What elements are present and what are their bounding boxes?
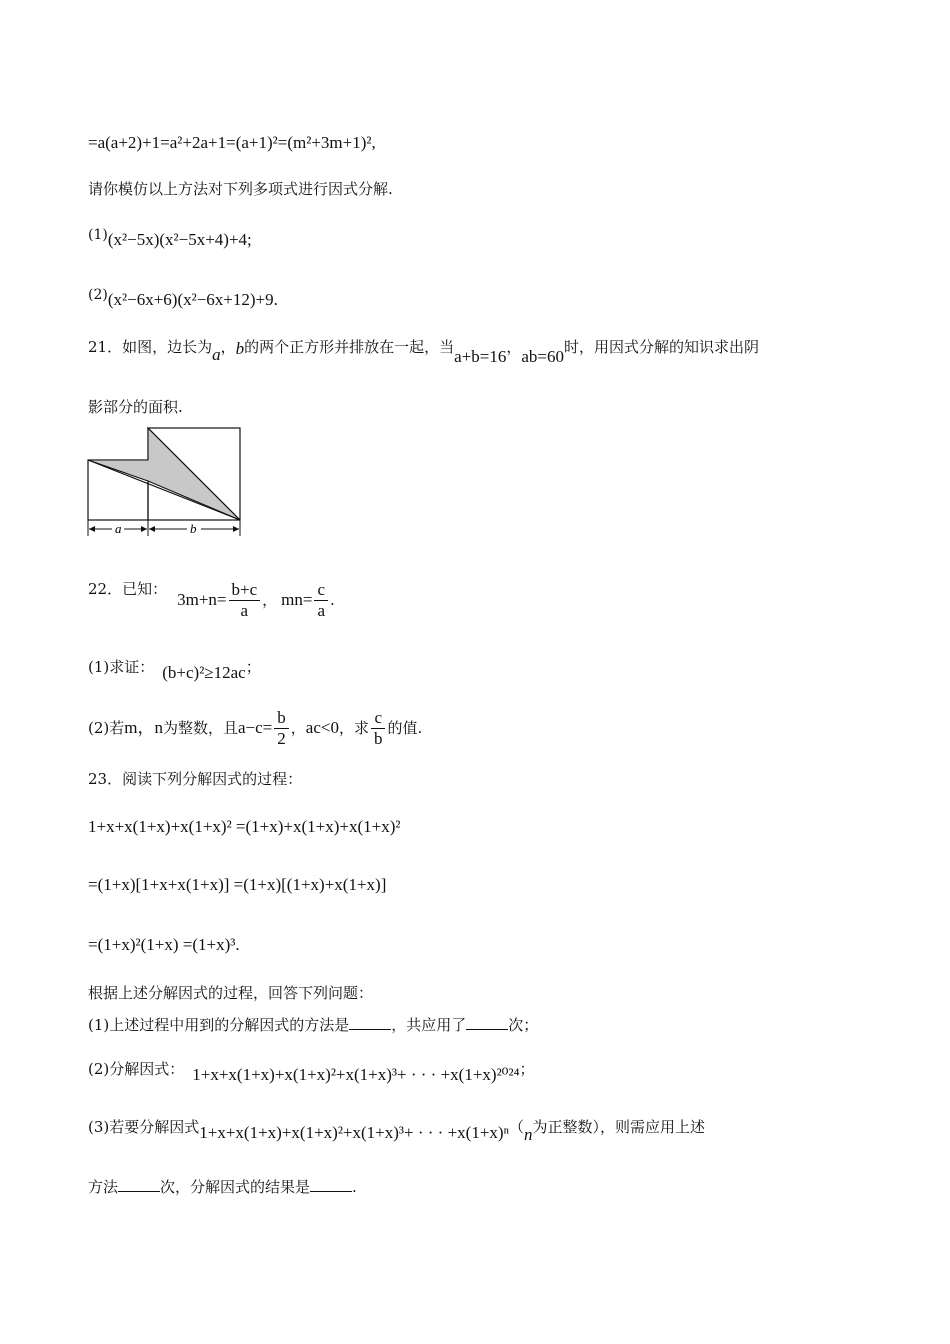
q22-part2-text3: 的值. bbox=[387, 719, 423, 737]
q22-part2-text2: ，求 bbox=[338, 719, 369, 737]
q23-part2-end: ； bbox=[519, 1060, 535, 1078]
q20-part1-label: (1) bbox=[88, 227, 108, 243]
q22-eq1-left: 3m+n= bbox=[177, 590, 227, 609]
q22-part2-target-fraction: $\frac{c}{b}$ bbox=[371, 708, 386, 749]
q22-part2-vars: m，n bbox=[124, 718, 163, 737]
q22-part2-sep: ， bbox=[290, 719, 306, 737]
two-squares-figure bbox=[84, 424, 248, 546]
q20-part2 bbox=[88, 284, 278, 311]
q21-var-b: b bbox=[235, 339, 245, 358]
q23-part3-blank-result[interactable] bbox=[310, 1177, 352, 1192]
q22-eq2-fraction: $\frac{c}{a}$ bbox=[314, 580, 328, 621]
q22-end: . bbox=[330, 591, 335, 609]
q21-comma: ， bbox=[506, 338, 522, 356]
q22-part1 bbox=[88, 656, 261, 682]
q22-part2-fraction: $\frac{b}{2}$ bbox=[274, 708, 289, 749]
q23-part3-blank-count[interactable] bbox=[118, 1177, 160, 1192]
instruction-text: 请你模仿以上方法对下列多项式进行因式分解. bbox=[88, 180, 393, 198]
q23-part3-text: 为正整数），则需应用上述 bbox=[532, 1118, 705, 1136]
formula-continuation: =a(a+2)+1=a²+2a+1=(a+1)²=(m²+3m+1)², bbox=[88, 133, 376, 152]
q23-part1-blank-method[interactable] bbox=[349, 1015, 391, 1030]
q22-line1 bbox=[88, 578, 335, 622]
q23-part3-line2-b: 次，分解因式的结果是 bbox=[160, 1178, 311, 1196]
q22-part2-condition: ac<0 bbox=[305, 718, 339, 737]
q23-part1-text-a: (1)上述过程中用到的分解因式的方法是 bbox=[88, 1016, 350, 1034]
q23-part1-text-c: 次； bbox=[508, 1016, 539, 1034]
q22-sep: ， bbox=[262, 591, 278, 609]
q23-part2-label: (2)分解因式： bbox=[88, 1060, 185, 1078]
arrow-a-left bbox=[89, 526, 95, 532]
q21-line1 bbox=[88, 336, 760, 366]
q23-title: 23．阅读下列分解因式的过程： bbox=[88, 770, 303, 788]
q22-part2 bbox=[88, 706, 422, 750]
q22-part1-end: ； bbox=[245, 658, 261, 676]
q23-part2 bbox=[88, 1058, 535, 1084]
q23-part3-line2 bbox=[88, 1176, 357, 1198]
q23-part2-expr: 1+x+x(1+x)+x(1+x)²+x(1+x)³+ · · · +x(1+x)²⁰²⁴ bbox=[192, 1065, 520, 1084]
q23-part3-line2-c: . bbox=[352, 1178, 357, 1196]
arrow-a-right bbox=[141, 526, 147, 532]
q20-part1-expr: (x²−5x)(x²−5x+4)+4; bbox=[107, 230, 252, 249]
q22-prefix: 22．已知： bbox=[88, 580, 168, 598]
q23-part3-label: (3)若要分解因式 bbox=[88, 1118, 200, 1136]
q20-part2-label: (2) bbox=[88, 287, 108, 303]
q22-part2-text1: 为整数，且 bbox=[162, 719, 238, 737]
q22-eq2-left: mn= bbox=[281, 590, 313, 609]
q23-prompt: 根据上述分解因式的过程，回答下列问题： bbox=[88, 984, 374, 1002]
q20-part2-expr: (x²−6x+6)(x²−6x+12)+9. bbox=[107, 290, 278, 309]
q23-part1 bbox=[88, 1014, 538, 1036]
arrow-b-left bbox=[149, 526, 155, 532]
q22-part2-label: (2)若 bbox=[88, 719, 125, 737]
q21-line2: 影部分的面积. bbox=[88, 398, 183, 416]
q23-part3-line1 bbox=[88, 1116, 705, 1144]
q21-condition-sum: a+b=16 bbox=[454, 347, 507, 366]
q22-part1-expr: (b+c)²≥12ac bbox=[162, 663, 246, 682]
dim-label-a: a bbox=[115, 521, 122, 536]
q23-step2: =(1+x)[1+x+x(1+x)] =(1+x)[(1+x)+x(1+x)] bbox=[88, 875, 387, 894]
q23-part3-line2-a: 方法 bbox=[88, 1178, 119, 1196]
q23-step1: 1+x+x(1+x)+x(1+x)² =(1+x)+x(1+x)+x(1+x)² bbox=[88, 817, 401, 836]
dim-label-b: b bbox=[190, 521, 197, 536]
q23-part3-n: n bbox=[523, 1125, 533, 1144]
q23-step3: =(1+x)²(1+x) =(1+x)³. bbox=[88, 935, 240, 954]
q22-part2-eq-left: a−c= bbox=[238, 718, 273, 737]
q21-suffix: 时，用因式分解的知识求出阴 bbox=[564, 338, 760, 356]
q21-mid: 的两个正方形并排放在一起，当 bbox=[244, 338, 455, 356]
q23-part1-text-b: ，共应用了 bbox=[391, 1016, 467, 1034]
q22-eq1-fraction: $\frac{b+c}{a}$ bbox=[229, 580, 261, 621]
q21-condition-product: ab=60 bbox=[521, 347, 565, 366]
q23-part3-expr: 1+x+x(1+x)+x(1+x)²+x(1+x)³+ · · · +x(1+x)ⁿ bbox=[199, 1123, 509, 1142]
q22-part1-label: (1)求证： bbox=[88, 658, 155, 676]
q23-part3-paren: （ bbox=[508, 1118, 524, 1136]
shaded-region bbox=[88, 428, 240, 520]
q20-part1 bbox=[88, 224, 252, 251]
q21-prefix: 21．如图，边长为 bbox=[88, 338, 213, 356]
q21-var-a: a bbox=[212, 345, 221, 364]
q23-part1-blank-count[interactable] bbox=[466, 1015, 508, 1030]
q21-sep: ， bbox=[220, 338, 236, 356]
arrow-b-right bbox=[233, 526, 239, 532]
